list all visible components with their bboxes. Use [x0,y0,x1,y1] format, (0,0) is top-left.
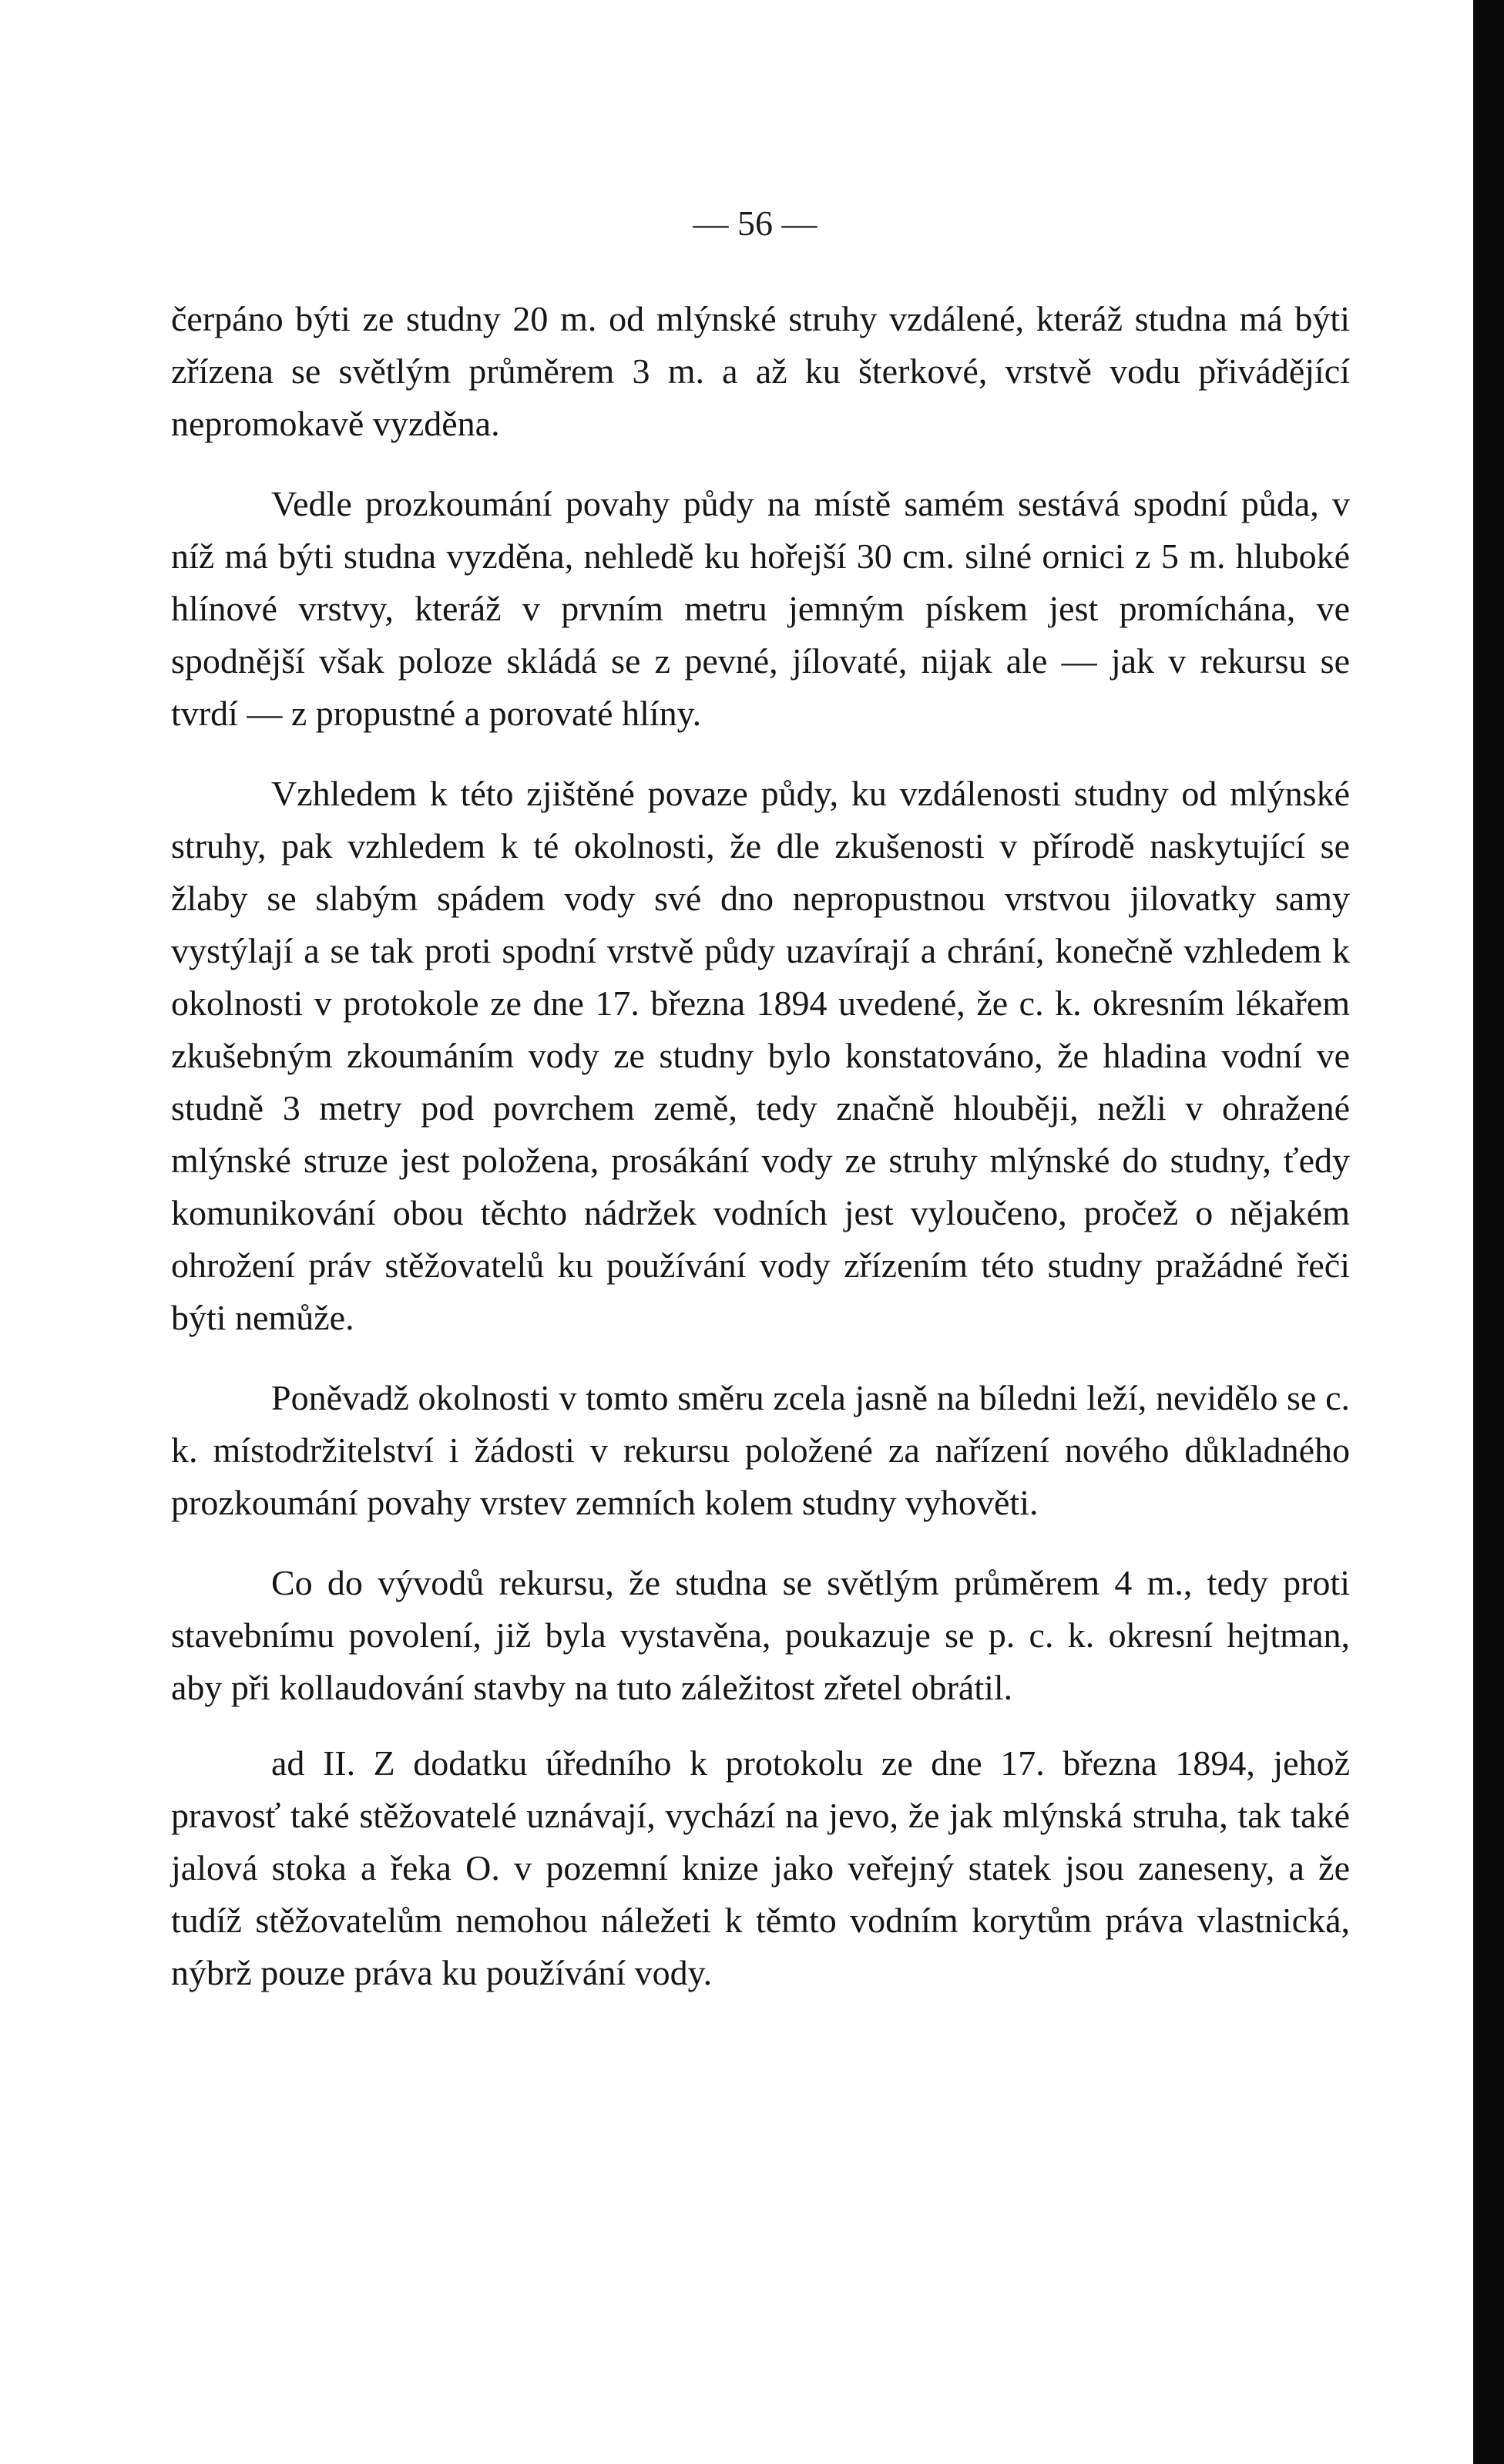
paragraph-soil-survey: Vedle prozkoumání povahy půdy na místě samém sestává spodní půda, v níž má býti studna vyzděna, nehledě ku hořejší 30 cm. silné ornici z 5 m. hluboké hlínové vrstvy, kteráž v prvním metru jemným pískem jest promíchána, ve spodnější však poloze skládá se z pevné, jílovaté, nijak ale — jak v rekursu se tvrdí — z propustné a porovaté hlíny. [171,484,1350,733]
paragraph-request-denied: Poněvadž okolnosti v tomto směru zcela jasně na bíledni leží, nevidělo se c. k. místodržitelství i žádosti v rekursu položené za nařízení nového důkladného prozkoumání povahy vrstev zemních kolem studny vyhověti. [171,1378,1350,1522]
paragraph-well-diameter: Co do vývodů rekursu, že studna se světlým průměrem 4 m., tedy proti stavebnímu povolení, již byla vystavěna, poukazuje se p. c. k. okresní hejtman, aby při kollaudování stavby na tuto záležitost zřetel obrátil. [171,1563,1350,1707]
paragraph-continued: čerpáno býti ze studny 20 m. od mlýnské struhy vzdálené, kteráž studna má býti zřízena se světlým průměrem 3 m. a až ku šterkové, vrstvě vodu přivádějící nepromokavě vyzděna. [171,299,1350,443]
page-number: — 56 — [693,203,817,243]
paragraph-ad-ii: ad II. Z dodatku úředního k protokolu ze dne 17. března 1894, jehož pravosť také stěžovatelé uznávají, vychází na jevo, že jak mlýnská struha, tak také jalová stoka a řeka O. v pozemní knize jako veřejný statek jsou zaneseny, a že tudíž stěžovatelům nemohou náležeti k těmto vodním korytům práva vlastnická, nýbrž pouze práva ku používání vody. [171,1743,1350,1992]
scan-edge [1473,0,1504,2464]
paragraph-considerations: Vzhledem k této zjištěné povaze půdy, ku vzdálenosti studny od mlýnské struhy, pak vzhledem k té okolnosti, že dle zkušenosti v přírodě naskytující se žlaby se slabým spádem vody své dno nepropustnou vrstvou jilovatky samy vystýlají a se tak proti spodní vrstvě půdy uzavírají a chrání, konečně vzhledem k okolnosti v protokole ze dne 17. března 1894 uvedené, že c. k. okresním lékařem zkušebným zkoumáním vody ze studny bylo konstatováno, že hladina vodní ve studně 3 metry pod povrchem země, tedy značně hlouběji, nežli v ohražené mlýnské struze jest položena, prosákání vody ze struhy mlýnské do studny, ťedy komunikování obou těchto nádržek vodních jest vyloučeno, pročež o nějakém ohrožení práv stěžovatelů ku používání vody zřízením této studny pražádné řeči býti nemůže. [171,774,1350,1337]
body-text [171,293,1350,1999]
